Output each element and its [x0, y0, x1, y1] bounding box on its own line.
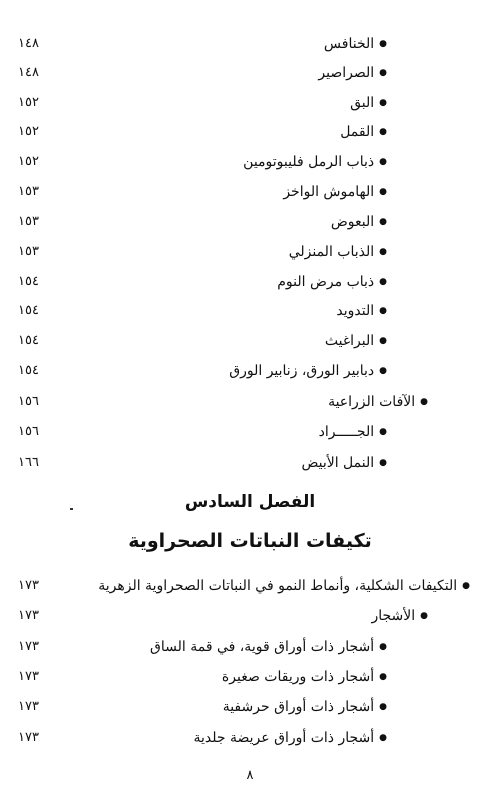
bullet-icon: ●: [379, 157, 387, 167]
bullet-icon: ●: [379, 458, 387, 468]
toc-entry-trees: [0, 601, 500, 631]
toc-entry: [0, 207, 500, 237]
toc-entry-title: أشجار ذات أوراق قوية، في قمة الساق: [150, 639, 375, 655]
toc-entry: [0, 632, 500, 662]
toc-entry-agricultural-pests: [0, 387, 500, 417]
toc-entry-title: الجـــــراد: [318, 424, 375, 440]
toc-entry: [0, 662, 500, 692]
toc-entry: [0, 326, 500, 356]
toc-entry-title: الخنافس: [323, 36, 375, 52]
toc-entry-title: الصراصير: [318, 65, 375, 81]
bullet-icon: ●: [379, 733, 387, 743]
page-number: ٨: [246, 768, 254, 783]
toc-page-number: ١٥٣: [18, 244, 39, 259]
toc-entry-title: الآفات الزراعية: [328, 394, 416, 410]
bullet-icon: ●: [420, 611, 428, 621]
bullet-icon: ●: [379, 336, 387, 346]
bullet-icon: ●: [379, 217, 387, 227]
toc-entry: [0, 417, 500, 447]
bullet-icon: ●: [379, 702, 387, 712]
bullet-icon: ●: [379, 306, 387, 316]
bullet-icon: ●: [462, 581, 470, 591]
toc-page-number: ١٦٦: [18, 455, 39, 470]
toc-entry-title: البق: [350, 95, 375, 111]
toc-page-number: ١٥٤: [18, 274, 39, 289]
toc-entry: [0, 177, 500, 207]
toc-page-number: ١٥٦: [18, 424, 39, 439]
chapter-title: تكيفات النباتات الصحراوية: [128, 530, 372, 552]
toc-entry: [0, 448, 500, 478]
toc-entry-title: البعوض: [330, 214, 375, 230]
bullet-icon: ●: [379, 247, 387, 257]
toc-page-number: ١٥٦: [18, 394, 39, 409]
toc-entry-title: التدويد: [336, 303, 375, 319]
toc-entry-title: الهاموش الواخز: [283, 184, 375, 200]
toc-page-number: ١٤٨: [18, 36, 39, 51]
toc-entry-title: الأشجار: [371, 608, 416, 624]
toc-entry: [0, 356, 500, 386]
toc-page-number: ١٥٣: [18, 214, 39, 229]
toc-entry: [0, 88, 500, 118]
bullet-icon: ●: [379, 39, 387, 49]
toc-entry-title: دبابير الورق، زنابير الورق: [229, 363, 375, 379]
toc-entry-title: ذباب مرض النوم: [277, 274, 375, 290]
toc-page-number: ١٥٤: [18, 303, 39, 318]
bullet-icon: ●: [379, 672, 387, 682]
toc-entry-title: البراغيث: [324, 333, 375, 349]
toc-page-number: ١٥٤: [18, 363, 39, 378]
toc-entry-main: [0, 571, 500, 601]
toc-entry-title: القمل: [340, 124, 375, 140]
toc-entry-title: أشجار ذات أوراق عريضة جلدية: [193, 730, 375, 746]
bullet-icon: ●: [379, 277, 387, 287]
chapter-label: الفصل السادس: [184, 492, 316, 512]
toc-entry: [0, 29, 500, 59]
toc-page-number: ١٥٢: [18, 124, 39, 139]
toc-entry-title: ذباب الرمل فليبوتومين: [243, 154, 375, 170]
bullet-icon: ●: [379, 642, 387, 652]
toc-page-number: ١٥٣: [18, 184, 39, 199]
toc-page-number: ١٥٢: [18, 95, 39, 110]
toc-page-number: ١٧٣: [18, 699, 39, 714]
toc-page-number: ١٥٢: [18, 154, 39, 169]
toc-entry-title: أشجار ذات وريقات صغيرة: [221, 669, 375, 685]
toc-entry: [0, 147, 500, 177]
bullet-icon: ●: [420, 397, 428, 407]
bullet-icon: ●: [379, 187, 387, 197]
toc-page-number: ١٧٣: [18, 730, 39, 745]
toc-entry: [0, 723, 500, 753]
bullet-icon: ●: [379, 366, 387, 376]
bullet-icon: ●: [379, 98, 387, 108]
toc-entry: [0, 117, 500, 147]
bullet-icon: ●: [379, 68, 387, 78]
toc-entry: [0, 58, 500, 88]
toc-entry-title: الذباب المنزلي: [288, 244, 375, 260]
toc-entry: [0, 267, 500, 297]
toc-page-number: ١٧٣: [18, 639, 39, 654]
toc-entry-title: التكيفات الشكلية، وأنماط النمو في النباتات الصحراوية الزهرية: [98, 578, 458, 594]
toc-page-number: ١٤٨: [18, 65, 39, 80]
toc-page-number: ١٥٤: [18, 333, 39, 348]
toc-page-number: ١٧٣: [18, 578, 39, 593]
bullet-icon: ●: [379, 427, 387, 437]
toc-entry: [0, 237, 500, 267]
toc-entry-title: النمل الأبيض: [301, 455, 375, 471]
toc-page-number: ١٧٣: [18, 608, 39, 623]
toc-entry: [0, 296, 500, 326]
toc-entry-title: أشجار ذات أوراق حرشفية: [222, 699, 375, 715]
bullet-icon: ●: [379, 127, 387, 137]
toc-page-number: ١٧٣: [18, 669, 39, 684]
toc-entry: [0, 692, 500, 722]
